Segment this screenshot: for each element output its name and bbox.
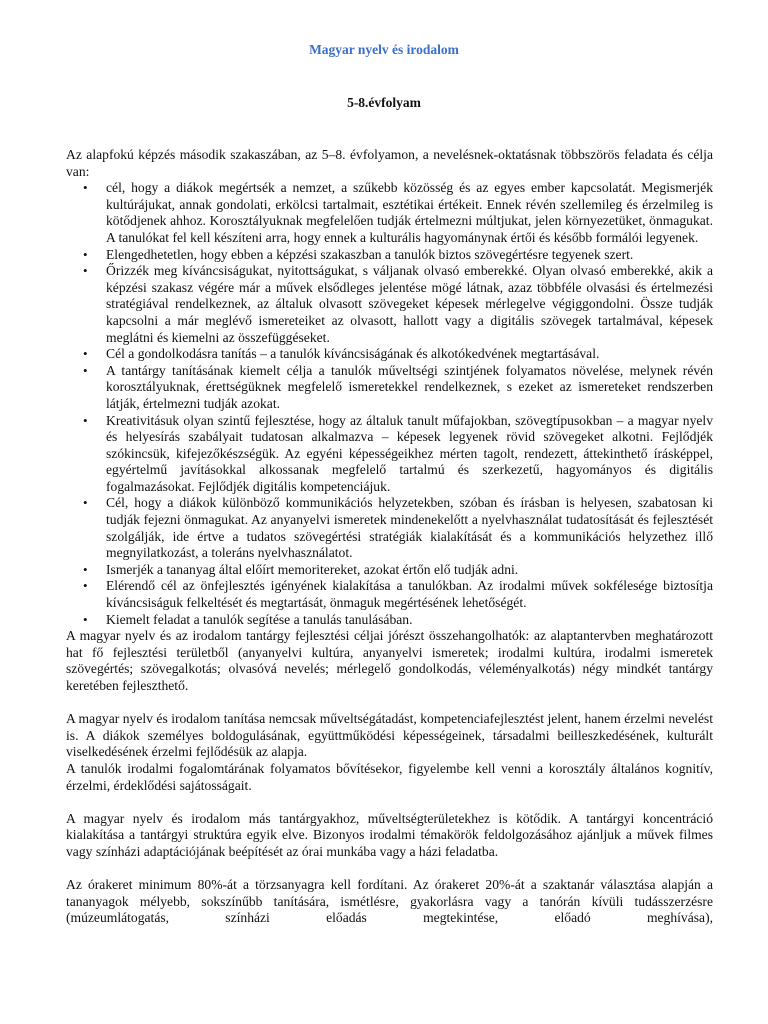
paragraph-timeframe: Az órakeret minimum 80%-át a törzsanyagra kell fordítani. Az órakeret 20%-át a szaktanár választása alapján a tananyagok mélyebb, sokszínűbb tanítására, ismétlésre, gyakorlásra vagy a tanórán kívüli tudásszerzésre (múzeumlátogatás, színházi előadás megtekintése, előadó meghívása), xyxy=(66,877,713,926)
list-item xyxy=(66,495,713,561)
paragraph-development-goals: A magyar nyelv és az irodalom tantárgy fejlesztési céljai jórészt összehangolhatók: az alaptantervben meghatározott hat fő fejlesztési területből (anyanyelvi kultúra, anyanyelvi ismeretek; irodalmi kultúra, irodalmi ismeretek szövegértés; szövegalkotás; olvasóvá nevelés; mérlegelő gondolkodás, véleményalkotás) négy mindkét tantárgy keretében fejleszthető. xyxy=(66,628,713,693)
list-item xyxy=(66,247,713,264)
list-item-text: A tantárgy tanításának kiemelt célja a tanulók műveltségi szintjének folyamatos növelése, melynek révén korosztályuknak, érettségüknek megfelelő ismeretekkel rendelkeznek, s ezeket az ismereteket rendszerben látják, értelmezni tudják azokat. xyxy=(106,362,713,411)
list-item xyxy=(66,578,713,611)
bullet-icon: • xyxy=(83,561,88,577)
document-body xyxy=(66,147,713,927)
list-item xyxy=(66,363,713,413)
paragraph-spacer xyxy=(66,861,713,878)
list-item xyxy=(66,612,713,629)
list-item-text: Ismerjék a tananyag által előírt memoritereket, azokat értőn elő tudják adni. xyxy=(106,561,519,577)
bullet-icon: • xyxy=(83,495,88,511)
goals-list xyxy=(66,180,713,628)
list-item xyxy=(66,413,713,496)
bullet-icon: • xyxy=(83,180,88,196)
bullet-icon: • xyxy=(83,611,88,627)
document-title: Magyar nyelv és irodalom xyxy=(309,42,459,57)
list-item-text: Kiemelt feladat a tanulók segítése a tanulás tanulásában. xyxy=(106,611,413,627)
list-item-text: Elérendő cél az önfejlesztés igényének kialakítása a tanulókban. Az irodalmi művek sokfélesége biztosítja kíváncsiságuk felkeltését és megtartását, önmaguk megértésének lehetőségét. xyxy=(106,578,713,611)
list-item-text: cél, hogy a diákok megértsék a nemzet, a szűkebb közösség és az egyes ember kapcsolatát. Megismerjék kultúrájukat, annak gondolati, erkölcsi tartalmait, esztétikai értékeit. Ennek révén szellemileg és érzelmileg is kötődjenek ahhoz. Korosztályuknak megfelelően tudják értelmezni múltjukat, jelen környezetüket, önmagukat. A tanulókat fel kell készíteni arra, hogy ennek a kulturális hagyománynak értői és később formálói legyenek. xyxy=(106,180,713,245)
list-item-text: Cél, hogy a diákok különböző kommunikációs helyzetekben, szóban és írásban is helyesen, szabatosan ki tudják fejezni önmagukat. Az anyanyelvi ismeretek mindenekelőtt a nyelvhasználat tudatosítását és fejlesztését szolgálják, ide értve a tudatos szövegértési stratégiák kialakítását és a kommunikációs helyzethez illő megnyilatkozást, a toleráns nyelvhasználatot. xyxy=(106,495,713,561)
bullet-icon: • xyxy=(83,362,88,378)
list-item xyxy=(66,263,713,346)
bullet-icon: • xyxy=(83,578,88,594)
paragraph-concepts: A tanulók irodalmi fogalomtárának folyamatos bővítésekor, figyelembe kell venni a korosztály általános kognitív, érzelmi, érdeklődési sajátosságait. xyxy=(66,760,713,793)
paragraph-spacer xyxy=(66,794,713,811)
intro-paragraph: Az alapfokú képzés második szakaszában, az 5–8. évfolyamon, a nevelésnek-oktatásnak többszörös feladata és célja van: xyxy=(66,147,713,179)
bullet-icon: • xyxy=(83,412,88,428)
list-item-text: Elengedhetetlen, hogy ebben a képzési szakaszban a tanulók biztos szövegértésre tegyenek szert. xyxy=(106,246,634,262)
list-item xyxy=(66,180,713,246)
paragraph-concentration: A magyar nyelv és irodalom más tantárgyakhoz, műveltségterületekhez is kötődik. A tantárgyi koncentráció kialakítása a tantárgyi struktúra egyik elve. Bizonyos irodalmi témakörök feldolgozásához ajánljuk a művek filmes vagy színházi adaptációjának beépítését az órai munkába vagy a házi feladatba. xyxy=(66,810,713,859)
bullet-icon: • xyxy=(83,346,88,362)
document-subtitle: 5-8.évfolyam xyxy=(347,95,421,110)
paragraph-spacer xyxy=(66,695,713,712)
bullet-icon: • xyxy=(83,263,88,279)
list-item-text: Cél a gondolkodásra tanítás – a tanulók kíváncsiságának és alkotókedvének megtartásával. xyxy=(106,346,600,362)
bullet-icon: • xyxy=(83,246,88,262)
list-item-text: Kreativitásuk olyan szintű fejlesztése, hogy az általuk tanult műfajokban, szövegtípusokban – a magyar nyelv és helyesírás szabályait tudatosan alkalmazva – képesek legyenek rövid szövegeket alkotni. Fejlődjék szókincsük, kifejezőkészségük. Az egyéni képességeikhez mérten tagolt, rendezett, áttekinthető írásképpel, egyértelmű javításokkal alkossanak megfelelő tartalmú és szerkezetű, hagyományos és digitális fogalmazásokat. Fejlődjék digitális kompetenciájuk. xyxy=(106,412,713,494)
paragraph-emotional-education: A magyar nyelv és irodalom tanítása nemcsak műveltségátadást, kompetenciafejlesztést jelent, hanem érzelmi nevelést is. A diákok személyes boldogulásának, együttműködési képességeinek, társadalmi beilleszkedésének, kulturált viselkedésének érzelmi fejlődésük az alapja. xyxy=(66,711,713,760)
list-item xyxy=(66,562,713,579)
list-item xyxy=(66,346,713,363)
list-item-text: Őrizzék meg kíváncsiságukat, nyitottságukat, s váljanak olvasó emberekké. Olyan olvasó emberekké, akik a képzési szakasz végére már a művek elsődleges jelentése mögé látnak, azaz többféle olvasási és értelmezési stratégiával rendelkeznek, az általuk olvasott szövegeket képesek mérlegelve végiggondolni. Össze tudják kapcsolni a már meglévő ismereteiket az olvasott, hallott vagy a digitális szövegek tartalmával, képesek meglátni és kiemelni az összefüggéseket. xyxy=(106,263,713,345)
